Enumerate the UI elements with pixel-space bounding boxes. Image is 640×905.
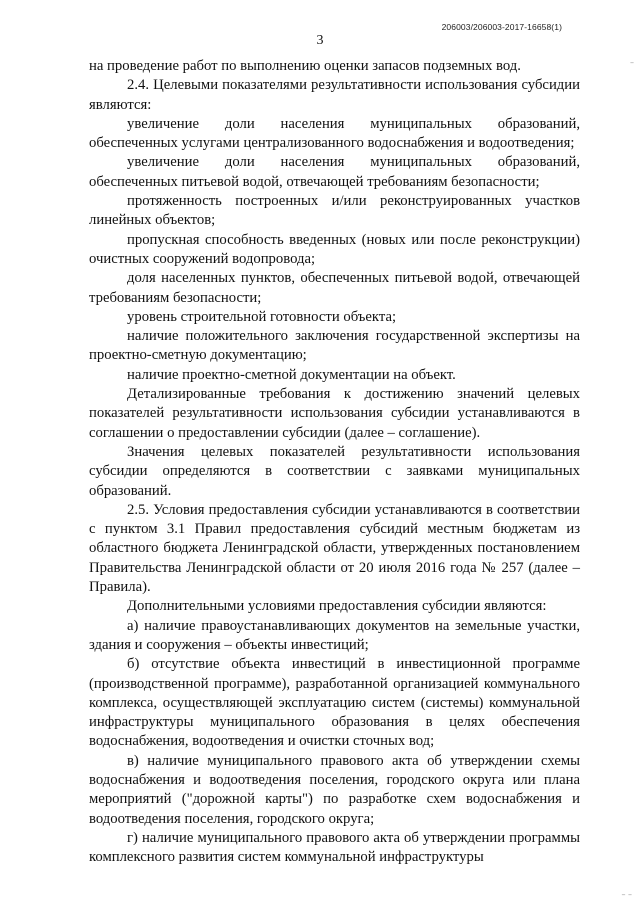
indicator-item: наличие проектно-сметной документации на объект.: [127, 366, 456, 383]
paragraph-2-5-conditions: 2.5. Условия предоставления субсидии устанавливаются в соответствии с пунктом 3.1 Правил предоставления субсидий местным бюджетам из областного бюджета Ленинградской области, утвержденных постановлением Правительства Ленинградской области от 20 июля 2016 года № 257 (далее – Правила).: [89, 501, 580, 596]
indicator-item: пропускная способность введенных (новых или после реконструкции) очистных сооружений водопровода;: [89, 231, 580, 267]
paragraph-detailed-requirements: Детализированные требования к достижению значений целевых показателей результативности использования субсидии устанавливаются в соглашении о предоставлении субсидии (далее – соглашение).: [89, 386, 580, 441]
scan-mark-top-right: –: [630, 58, 634, 67]
indicator-item: уровень строительной готовности объекта;: [127, 308, 397, 325]
indicator-item: увеличение доли населения муниципальных образований, обеспеченных услугами централизованного водоснабжения и водоотведения;: [89, 115, 580, 152]
document-registration-number: 206003/206003-2017-16658(1): [441, 22, 562, 32]
paragraph-indicator-values: Значения целевых показателей результативности использования субсидии определяются в соответствии с заявками муниципальных образований.: [89, 443, 580, 499]
scan-mark-bottom-right: – –: [621, 890, 632, 899]
paragraph-continuation: на проведение работ по выполнению оценки запасов подземных вод.: [89, 58, 521, 74]
indicator-item: увеличение доли населения муниципальных образований, обеспеченных питьевой водой, отвечающей требованиям безопасности;: [89, 154, 580, 190]
condition-item-g: г) наличие муниципального правового акта об утверждении программы комплексного развития систем коммунальной инфраструктуры: [89, 829, 580, 866]
indicator-item: наличие положительного заключения государственной экспертизы на проектно-сметную документацию;: [89, 328, 580, 364]
indicator-item: доля населенных пунктов, обеспеченных питьевой водой, отвечающей требованиям безопасности;: [89, 270, 580, 306]
page-number: 3: [316, 33, 324, 48]
condition-item-b: б) отсутствие объекта инвестиций в инвестиционной программе (производственной программе), разработанной организацией коммунального комплекса, осуществляющей эксплуатацию систем (системы) коммунальной инфраструктуры муниципального образования в целях обеспечения водоснабжения, водоотведения и очистки сточных вод;: [89, 656, 580, 750]
condition-item-v: в) наличие муниципального правового акта об утверждении схемы водоснабжения и водоотведения поселения, городского округа или плана мероприятий ("дорожной карты") по разработке схем водоснабжения и водоотведения поселения, городского округа;: [89, 752, 580, 827]
paragraph-additional-conditions: Дополнительными условиями предоставления субсидии являются:: [127, 598, 547, 615]
indicator-item: протяженность построенных и/или реконструированных участков линейных объектов;: [89, 193, 580, 229]
paragraph-2-4-heading: 2.4. Целевыми показателями результативности использования субсидии являются:: [89, 77, 580, 113]
condition-item-a: а) наличие правоустанавливающих документов на земельные участки, здания и сооружения – объекты инвестиций;: [89, 617, 580, 653]
document-body: [89, 54, 580, 867]
